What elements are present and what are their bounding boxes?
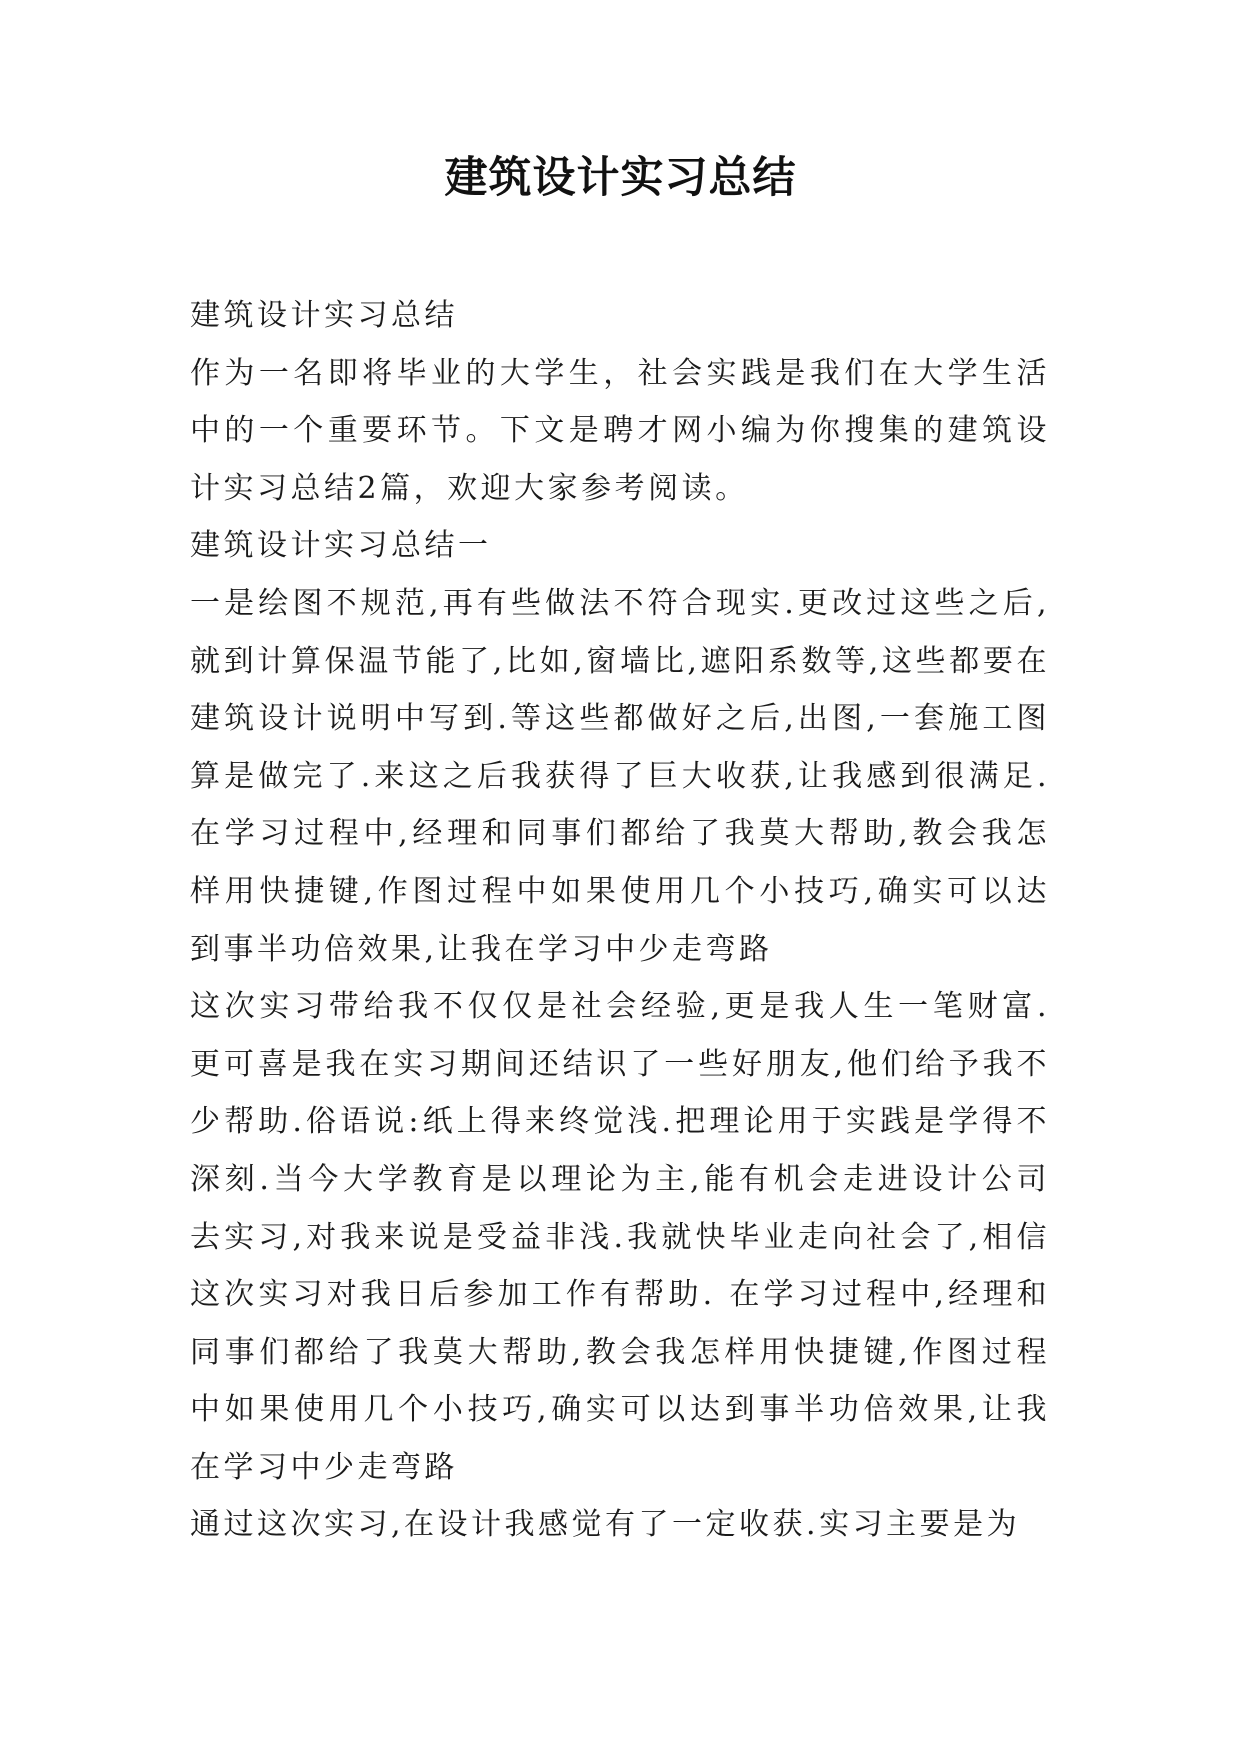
document-body [190,287,1050,1554]
paragraph-section-heading: 建筑设计实习总结一 [190,528,492,564]
paragraph-body-3: 通过这次实习,在设计我感觉有了一定收获.实习主要是为 [190,1507,1021,1543]
paragraph-body-1: 一是绘图不规范,再有些做法不符合现实.更改过这些之后,就到计算保温节能了,比如,窗墙比,遮阳系数等,这些都要在建筑设计说明中写到.等这些都做好之后,出图,一套施工图算是做完了.来这之后我获得了巨大收获,让我感到很满足.在学习过程中,经理和同事们都给了我莫大帮助,教会我怎样用快捷键,作图过程中如果使用几个小技巧,确实可以达到事半功倍效果,让我在学习中少走弯路 [190,585,1050,967]
paragraph-subtitle: 建筑设计实习总结 [190,298,458,333]
paragraph-body-2: 这次实习带给我不仅仅是社会经验,更是我人生一笔财富.更可喜是我在实习期间还结识了一些好朋友,他们给予我不少帮助.俗语说:纸上得来终觉浅.把理论用于实践是学得不深刻.当今大学教育是以理论为主,能有机会走进设计公司去实习,对我来说是受益非浅.我就快毕业走向社会了,相信这次实习对我日后参加工作有帮助. 在学习过程中,经理和同事们都给了我莫大帮助,教会我怎样用快捷键,作图过程中如果使用几个小技巧,确实可以达到事半功倍效果,让我在学习中少走弯路 [190,989,1050,1485]
document-title: 建筑设计实习总结 [444,153,797,203]
paragraph-intro: 作为一名即将毕业的大学生，社会实践是我们在大学生活中的一个重要环节。下文是聘才网小编为你搜集的建筑设计实习总结2篇，欢迎大家参考阅读。 [190,355,1050,506]
